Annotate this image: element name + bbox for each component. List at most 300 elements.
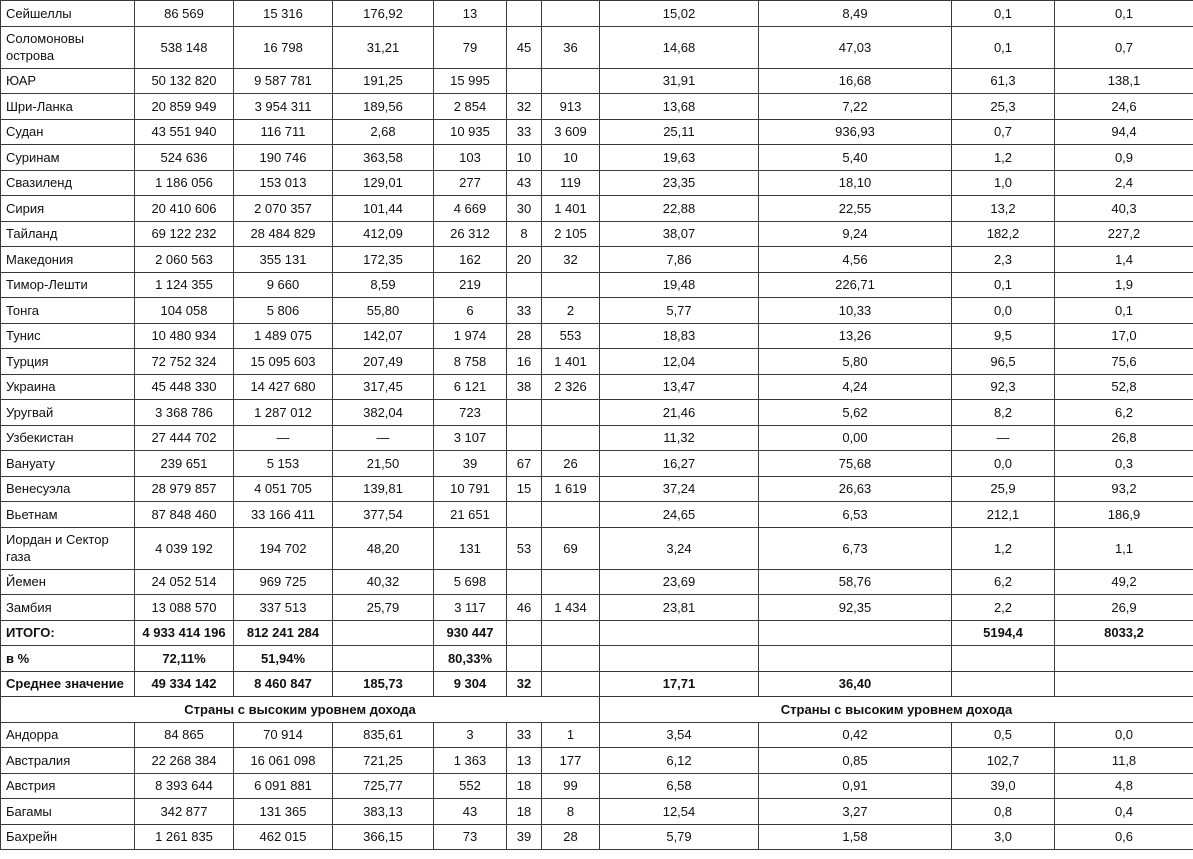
value-cell: 10 480 934 [135,323,234,349]
table-row [1,799,1193,825]
value-cell: 1 974 [434,323,507,349]
value-cell: 21 651 [434,502,507,528]
value-cell: 30 [507,196,542,222]
country-name-cell: Судан [1,119,135,145]
value-cell: 33 [507,298,542,324]
value-cell: 913 [542,94,600,120]
value-cell: 3 609 [542,119,600,145]
value-cell: 23,35 [600,170,759,196]
country-name-cell: Украина [1,374,135,400]
value-cell: 6,12 [600,748,759,774]
value-cell: 835,61 [333,722,434,748]
country-name-cell: Замбия [1,595,135,621]
value-cell: 5 698 [434,569,507,595]
value-cell [759,646,952,672]
table-row [1,298,1193,324]
value-cell: 936,93 [759,119,952,145]
value-cell: 23,81 [600,595,759,621]
value-cell: 39 [507,824,542,850]
value-cell: 55,80 [333,298,434,324]
table-row [1,247,1193,273]
country-name-cell: ЮАР [1,68,135,94]
value-cell: 177 [542,748,600,774]
country-name-cell: Австрия [1,773,135,799]
value-cell: 75,6 [1055,349,1193,375]
value-cell: 69 122 232 [135,221,234,247]
value-cell: 13 [434,1,507,27]
value-cell: 4 051 705 [234,476,333,502]
value-cell: 553 [542,323,600,349]
value-cell: 1 489 075 [234,323,333,349]
value-cell: 22,88 [600,196,759,222]
value-cell: 20 410 606 [135,196,234,222]
value-cell: 226,71 [759,272,952,298]
value-cell: 15 316 [234,1,333,27]
value-cell: 9,5 [952,323,1055,349]
value-cell: 13 088 570 [135,595,234,621]
value-cell: 4,56 [759,247,952,273]
value-cell: 5194,4 [952,620,1055,646]
table-row [1,595,1193,621]
value-cell: 8 [542,799,600,825]
value-cell [333,646,434,672]
value-cell [542,671,600,697]
value-cell: 1,4 [1055,247,1193,273]
value-cell: 53 [507,527,542,569]
value-cell: 337 513 [234,595,333,621]
value-cell: 162 [434,247,507,273]
value-cell: 1,1 [1055,527,1193,569]
value-cell: 28 484 829 [234,221,333,247]
value-cell: 52,8 [1055,374,1193,400]
country-name-cell: Андорра [1,722,135,748]
country-name-cell: Турция [1,349,135,375]
value-cell: 80,33% [434,646,507,672]
value-cell: 6,73 [759,527,952,569]
value-cell: 552 [434,773,507,799]
value-cell: 212,1 [952,502,1055,528]
value-cell: 116 711 [234,119,333,145]
value-cell: 43 551 940 [135,119,234,145]
table-row [1,1,1193,27]
value-cell: 3,54 [600,722,759,748]
value-cell: 9 660 [234,272,333,298]
value-cell: 24,65 [600,502,759,528]
table-row [1,349,1193,375]
value-cell: 1 363 [434,748,507,774]
value-cell: 26,63 [759,476,952,502]
country-name-cell: Тонга [1,298,135,324]
country-name-cell: Соломоновы острова [1,26,135,68]
country-name-cell: Тимор-Лешти [1,272,135,298]
value-cell: 1 [542,722,600,748]
value-cell: 1,2 [952,527,1055,569]
value-cell: 28 979 857 [135,476,234,502]
table-row [1,272,1193,298]
value-cell: 39 [434,451,507,477]
value-cell: 3 954 311 [234,94,333,120]
value-cell: 383,13 [333,799,434,825]
value-cell: 1,2 [952,145,1055,171]
value-cell: 4,8 [1055,773,1193,799]
value-cell: 0,5 [952,722,1055,748]
value-cell: 16,68 [759,68,952,94]
value-cell: 9 587 781 [234,68,333,94]
value-cell: 51,94% [234,646,333,672]
country-name-cell: Вануату [1,451,135,477]
value-cell [542,400,600,426]
value-cell: 0,8 [952,799,1055,825]
table-row [1,145,1193,171]
value-cell: 92,35 [759,595,952,621]
value-cell: 3 107 [434,425,507,451]
value-cell [759,620,952,646]
value-cell [542,502,600,528]
value-cell: 139,81 [333,476,434,502]
table-row [1,221,1193,247]
value-cell: 5,40 [759,145,952,171]
value-cell: 33 [507,722,542,748]
value-cell: 2 326 [542,374,600,400]
country-name-cell: Среднее значение [1,671,135,697]
value-cell [542,620,600,646]
value-cell: 129,01 [333,170,434,196]
value-cell: 0,85 [759,748,952,774]
value-cell: 0,9 [1055,145,1193,171]
value-cell: 43 [434,799,507,825]
value-cell: 317,45 [333,374,434,400]
value-cell: 13 [507,748,542,774]
value-cell: 0,0 [1055,722,1193,748]
table-row [1,722,1193,748]
value-cell: 0,6 [1055,824,1193,850]
value-cell: 28 [507,323,542,349]
value-cell: 45 448 330 [135,374,234,400]
value-cell: 79 [434,26,507,68]
table-row [1,476,1193,502]
value-cell: 5,79 [600,824,759,850]
value-cell: — [333,425,434,451]
value-cell: 16,27 [600,451,759,477]
value-cell: 5,62 [759,400,952,426]
value-cell: 176,92 [333,1,434,27]
value-cell: 45 [507,26,542,68]
value-cell: 5 806 [234,298,333,324]
value-cell: 3,24 [600,527,759,569]
value-cell [507,400,542,426]
value-cell: 930 447 [434,620,507,646]
value-cell: 4 933 414 196 [135,620,234,646]
value-cell [1055,646,1193,672]
value-cell: 67 [507,451,542,477]
country-name-cell: Суринам [1,145,135,171]
value-cell: 2 854 [434,94,507,120]
value-cell: 0,7 [1055,26,1193,68]
value-cell: 15,02 [600,1,759,27]
country-name-cell: Сейшеллы [1,1,135,27]
value-cell: 12,04 [600,349,759,375]
value-cell: 462 015 [234,824,333,850]
value-cell [542,646,600,672]
value-cell: 25,11 [600,119,759,145]
value-cell: 172,35 [333,247,434,273]
value-cell: 73 [434,824,507,850]
value-cell: 92,3 [952,374,1055,400]
value-cell: 1 186 056 [135,170,234,196]
value-cell: 33 166 411 [234,502,333,528]
value-cell: 22 268 384 [135,748,234,774]
value-cell: 8 393 644 [135,773,234,799]
value-cell: 239 651 [135,451,234,477]
value-cell: 725,77 [333,773,434,799]
value-cell: — [234,425,333,451]
value-cell: 36 [542,26,600,68]
value-cell: 17,71 [600,671,759,697]
value-cell: 11,8 [1055,748,1193,774]
value-cell: 32 [507,94,542,120]
value-cell: 47,03 [759,26,952,68]
value-cell: 2,4 [1055,170,1193,196]
table-row [1,400,1193,426]
value-cell: 13,47 [600,374,759,400]
value-cell: 48,20 [333,527,434,569]
value-cell: 75,68 [759,451,952,477]
value-cell: 14 427 680 [234,374,333,400]
value-cell: 138,1 [1055,68,1193,94]
value-cell: 1 261 835 [135,824,234,850]
value-cell: 1,0 [952,170,1055,196]
value-cell: 38,07 [600,221,759,247]
value-cell: 5 153 [234,451,333,477]
value-cell [507,425,542,451]
value-cell: 0,00 [759,425,952,451]
value-cell [542,272,600,298]
value-cell: 33 [507,119,542,145]
value-cell: 46 [507,595,542,621]
value-cell: 40,3 [1055,196,1193,222]
value-cell: 24 052 514 [135,569,234,595]
value-cell: 524 636 [135,145,234,171]
value-cell: 17,0 [1055,323,1193,349]
value-cell: 49 334 142 [135,671,234,697]
table-row [1,527,1193,569]
country-name-cell: Македония [1,247,135,273]
value-cell: 25,3 [952,94,1055,120]
value-cell: 32 [542,247,600,273]
country-name-cell: Австралия [1,748,135,774]
value-cell: 31,91 [600,68,759,94]
value-cell: 26 312 [434,221,507,247]
value-cell: 182,2 [952,221,1055,247]
value-cell: 227,2 [1055,221,1193,247]
value-cell: 1 401 [542,349,600,375]
value-cell: 49,2 [1055,569,1193,595]
value-cell: 1,9 [1055,272,1193,298]
value-cell: 70 914 [234,722,333,748]
value-cell: 3 117 [434,595,507,621]
table-row [1,170,1193,196]
section-title-right: Страны с высоким уровнем дохода [600,697,1193,723]
table-row [1,748,1193,774]
value-cell: 363,58 [333,145,434,171]
value-cell: 721,25 [333,748,434,774]
country-name-cell: Шри-Ланка [1,94,135,120]
summary-row [1,646,1193,672]
table-row [1,323,1193,349]
section-header-row [1,697,1193,723]
table-row [1,824,1193,850]
value-cell: 4 039 192 [135,527,234,569]
value-cell [600,620,759,646]
value-cell: 6 091 881 [234,773,333,799]
value-cell: 9 304 [434,671,507,697]
value-cell [542,68,600,94]
value-cell: 31,21 [333,26,434,68]
value-cell: 7,22 [759,94,952,120]
value-cell: 26,9 [1055,595,1193,621]
value-cell: 366,15 [333,824,434,850]
value-cell [952,671,1055,697]
value-cell: 5,80 [759,349,952,375]
value-cell: 4 669 [434,196,507,222]
table-row [1,451,1193,477]
value-cell [507,620,542,646]
value-cell: 8,59 [333,272,434,298]
value-cell: 3,27 [759,799,952,825]
value-cell [507,1,542,27]
value-cell: 21,50 [333,451,434,477]
value-cell: 13,68 [600,94,759,120]
value-cell: 186,9 [1055,502,1193,528]
value-cell: 2 060 563 [135,247,234,273]
value-cell: 0,0 [952,298,1055,324]
value-cell: 87 848 460 [135,502,234,528]
value-cell: 0,0 [952,451,1055,477]
value-cell: 277 [434,170,507,196]
value-cell [1055,671,1193,697]
value-cell: 377,54 [333,502,434,528]
value-cell: 13,2 [952,196,1055,222]
value-cell: 18,83 [600,323,759,349]
value-cell: 3,0 [952,824,1055,850]
value-cell: 10 935 [434,119,507,145]
country-name-cell: Вьетнам [1,502,135,528]
value-cell: 14,68 [600,26,759,68]
value-cell: 190 746 [234,145,333,171]
value-cell: 382,04 [333,400,434,426]
value-cell: 3 368 786 [135,400,234,426]
value-cell: 21,46 [600,400,759,426]
value-cell: 13,26 [759,323,952,349]
value-cell: 27 444 702 [135,425,234,451]
value-cell: 20 859 949 [135,94,234,120]
value-cell: 1 401 [542,196,600,222]
value-cell: 0,1 [952,1,1055,27]
value-cell: 8,2 [952,400,1055,426]
value-cell: 99 [542,773,600,799]
value-cell: 7,86 [600,247,759,273]
value-cell: 2,2 [952,595,1055,621]
table-row [1,502,1193,528]
value-cell: 8,49 [759,1,952,27]
value-cell: 342 877 [135,799,234,825]
value-cell: 12,54 [600,799,759,825]
value-cell: 6,2 [952,569,1055,595]
value-cell: 25,79 [333,595,434,621]
value-cell: 26 [542,451,600,477]
country-name-cell: Свазиленд [1,170,135,196]
country-name-cell: Иордан и Сектор газа [1,527,135,569]
value-cell: 355 131 [234,247,333,273]
value-cell: 93,2 [1055,476,1193,502]
value-cell: — [952,425,1055,451]
value-cell: 153 013 [234,170,333,196]
value-cell: 0,1 [1055,298,1193,324]
value-cell: 0,1 [952,26,1055,68]
value-cell: 1,58 [759,824,952,850]
summary-row [1,620,1193,646]
value-cell: 18,10 [759,170,952,196]
value-cell: 96,5 [952,349,1055,375]
value-cell: 5,77 [600,298,759,324]
table-row [1,196,1193,222]
value-cell: 22,55 [759,196,952,222]
country-name-cell: Тунис [1,323,135,349]
value-cell: 0,91 [759,773,952,799]
value-cell [542,425,600,451]
table-row [1,94,1193,120]
value-cell: 10,33 [759,298,952,324]
country-name-cell: Узбекистан [1,425,135,451]
value-cell: 61,3 [952,68,1055,94]
value-cell: 18 [507,799,542,825]
value-cell: 72,11% [135,646,234,672]
value-cell: 412,09 [333,221,434,247]
summary-row [1,671,1193,697]
value-cell: 43 [507,170,542,196]
section-title-left: Страны с высоким уровнем дохода [1,697,600,723]
value-cell: 10 791 [434,476,507,502]
value-cell: 194 702 [234,527,333,569]
country-name-cell: Тайланд [1,221,135,247]
table-row [1,374,1193,400]
value-cell [507,272,542,298]
value-cell: 40,32 [333,569,434,595]
value-cell [542,1,600,27]
value-cell: 38 [507,374,542,400]
value-cell: 0,3 [1055,451,1193,477]
value-cell: 69 [542,527,600,569]
value-cell: 11,32 [600,425,759,451]
value-cell [507,646,542,672]
value-cell: 8 460 847 [234,671,333,697]
value-cell: 16 061 098 [234,748,333,774]
value-cell: 16 [507,349,542,375]
country-name-cell: Сирия [1,196,135,222]
country-name-cell: в % [1,646,135,672]
value-cell: 2,68 [333,119,434,145]
value-cell: 812 241 284 [234,620,333,646]
value-cell: 1 619 [542,476,600,502]
value-cell: 24,6 [1055,94,1193,120]
value-cell [507,68,542,94]
value-cell: 28 [542,824,600,850]
value-cell: 2 [542,298,600,324]
value-cell: 538 148 [135,26,234,68]
value-cell: 32 [507,671,542,697]
country-name-cell: ИТОГО: [1,620,135,646]
value-cell: 8 758 [434,349,507,375]
